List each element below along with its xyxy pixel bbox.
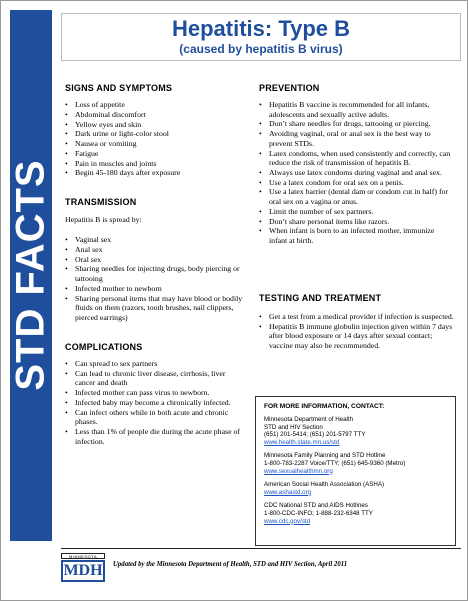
list-item: • Oral sex (65, 255, 245, 265)
prevention-list (259, 100, 454, 246)
signs-heading: SIGNS AND SYMPTOMS (65, 83, 173, 93)
footer-credit: Updated by the Minnesota Department of Health, STD and HIV Section, April 2011 (113, 561, 348, 568)
transmission-list (65, 235, 245, 322)
list-item: • Avoiding vaginal, oral or anal sex is the best way to prevent STDs. (259, 129, 454, 148)
sidebar-banner (10, 10, 52, 541)
testing-heading: TESTING AND TREATMENT (259, 293, 382, 303)
list-item: • Can lead to chronic liver disease, cirrhosis, liver cancer and death (65, 369, 245, 388)
list-item: • Limit the number of sex partners. (259, 207, 454, 217)
list-item: • Nausea or vomiting (65, 139, 245, 149)
contact-mdh (264, 416, 447, 446)
list-item: • Use a latex condom for oral sex on a penis. (259, 178, 454, 188)
page-title: Hepatitis: Type B (171, 16, 351, 41)
list-item: • Begin 45-180 days after exposure (65, 168, 245, 178)
logo-top-text: MINNESOTA (61, 553, 105, 559)
mdh-link[interactable]: www.health.state.mn.us/std (264, 438, 340, 446)
signs-list (65, 100, 245, 178)
list-item: • Infected mother to newborn (65, 284, 245, 294)
list-item: • Yellow eyes and skin (65, 120, 245, 130)
logo-main-text: MDH (61, 560, 105, 582)
testing-list (259, 312, 454, 351)
sidebar-title: STD FACTS (8, 159, 53, 391)
list-item: • Loss of appetite (65, 100, 245, 110)
footer-divider (61, 548, 461, 549)
list-item: • Vaginal sex (65, 235, 245, 245)
contact-hotline (264, 452, 447, 475)
title-box (61, 13, 461, 61)
list-item: • Hepatitis B vaccine is recommended for all infants, adolescents and sexually active adults. (259, 100, 454, 119)
list-item: • Can spread to sex partners (65, 359, 245, 369)
list-item: • Abdominal discomfort (65, 110, 245, 120)
complications-list (65, 359, 245, 446)
hotline-link[interactable]: www.sexualhealthmn.org (264, 467, 333, 475)
list-item: • Get a test from a medical provider if infection is suspected. (259, 312, 454, 322)
contact-line: (651) 201-5414; (651) 201-5797 TTY (264, 431, 366, 439)
contact-line: American Social Health Association (ASHA) (264, 481, 385, 489)
transmission-heading: TRANSMISSION (65, 197, 137, 207)
contact-line: Minnesota Department of Health (264, 416, 354, 423)
page-subtitle: (caused by hepatitis B virus) (179, 42, 343, 56)
mdh-logo (61, 553, 105, 587)
contact-line: STD and HIV Section (264, 423, 323, 431)
list-item: • Don’t share needles for drugs, tattooing or piercing. (259, 119, 454, 129)
contact-line: CDC National STD and AIDS Hotlines (264, 502, 368, 510)
transmission-intro: Hepatitis B is spread by: (65, 215, 142, 224)
list-item: • Latex condoms, when used consistently and correctly, can reduce the risk of transmission of hepatitis B. (259, 149, 454, 168)
prevention-heading: PREVENTION (259, 83, 320, 93)
list-item: • When infant is born to an infected mother, immunize infant at birth. (259, 226, 454, 245)
contact-box (255, 396, 456, 546)
list-item: • Pain in muscles and joints (65, 159, 245, 169)
cdc-link[interactable]: www.cdc.gov/std (264, 517, 311, 525)
contact-line: Minnesota Family Planning and STD Hotline (264, 452, 386, 460)
list-item: • Less than 1% of people die during the acute phase of infection. (65, 427, 245, 446)
list-item: • Use a latex barrier (dental dam or condom cut in half) for oral sex on a vagina or anus. (259, 187, 454, 206)
list-item: • Hepatitis B immune globulin injection given within 7 days after blood exposure or 14 days after sexual contact; vaccine may also be recommended. (259, 322, 454, 351)
contact-line: 1-800-783-2287 Voice/TTY; (651) 645-9360 (Metro) (264, 459, 406, 467)
list-item: • Sharing personal items that may have blood or bodily fluids on them (razors, tooth brushes, nail clippers, pierced earrings) (65, 294, 245, 323)
list-item: • Can infect others while in both acute and chronic phases. (65, 408, 245, 427)
asha-link[interactable]: www.ashastd.org (264, 488, 312, 496)
contact-line: 1-800-CDC-INFO; 1-888-232-6348 TTY (264, 509, 373, 517)
list-item: • Anal sex (65, 245, 245, 255)
list-item: • Infected baby may become a chronically infected. (65, 398, 245, 408)
list-item: • Dark urine or light-color stool (65, 129, 245, 139)
list-item: • Don’t share personal items like razors. (259, 217, 454, 227)
list-item: • Always use latex condoms during vaginal and anal sex. (259, 168, 454, 178)
complications-heading: COMPLICATIONS (65, 342, 143, 352)
contact-asha (264, 481, 447, 496)
list-item: • Infected mother can pass virus to newborn. (65, 388, 245, 398)
list-item: • Fatigue (65, 149, 245, 159)
list-item: • Sharing needles for injecting drugs, body piercing or tattooing (65, 264, 245, 283)
contact-cdc (264, 502, 447, 525)
contact-heading: FOR MORE INFORMATION, CONTACT: (264, 403, 385, 410)
